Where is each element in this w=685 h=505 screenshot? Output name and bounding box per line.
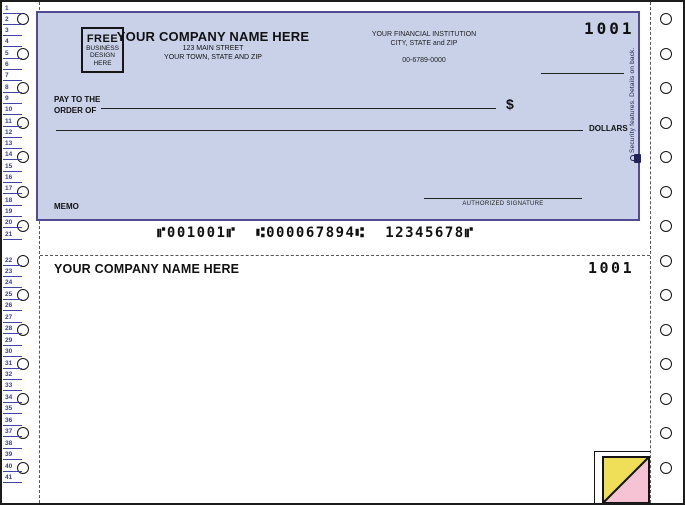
pay-to-the-order-of-label	[54, 94, 100, 116]
authorized-signature-label: AUTHORIZED SIGNATURE	[462, 201, 544, 207]
margin-row-number: 37	[3, 427, 22, 437]
margin-row-number: 6	[3, 60, 22, 70]
tractor-hole	[660, 427, 672, 439]
margin-row-number: 17	[3, 184, 22, 194]
free-design-line: FREE	[86, 32, 119, 45]
free-design-line: DESIGN	[90, 52, 115, 60]
pay-label-line2: ORDER OF	[54, 106, 97, 115]
tractor-hole	[660, 117, 672, 129]
margin-row-number: 11	[3, 117, 22, 127]
margin-row-number: 27	[3, 313, 22, 323]
free-design-line: HERE	[93, 59, 112, 67]
security-features-text: Security features. Details on back.	[629, 47, 636, 153]
free-design-line: BUSINESS	[86, 44, 119, 52]
micr-line: ⑈001001⑈ ⑆000067894⑆ 12345678⑈	[157, 225, 475, 241]
margin-row-number: 32	[3, 370, 22, 380]
margin-row-number: 7	[3, 71, 22, 81]
margin-row-number: 14	[3, 150, 22, 160]
margin-row-number: 31	[3, 359, 22, 369]
payee-line	[101, 108, 496, 109]
margin-row-number: 35	[3, 404, 22, 414]
margin-row-number: 40	[3, 462, 22, 472]
margin-row-number: 30	[3, 347, 22, 357]
check-body	[36, 11, 640, 221]
amount-words-line	[56, 130, 583, 131]
margin-row-number: 12	[3, 128, 22, 138]
company-address-line2: YOUR TOWN, STATE AND ZIP	[164, 54, 262, 61]
margin-row-number: 1	[3, 4, 22, 14]
margin-row-number: 29	[3, 336, 22, 346]
memo-label: MEMO	[54, 202, 79, 211]
margin-row-number: 39	[3, 450, 22, 460]
carbon-copies-corner-art	[602, 456, 650, 504]
margin-row-number: 4	[3, 37, 22, 47]
company-name: YOUR COMPANY NAME HERE	[116, 29, 310, 44]
margin-row-number: 41	[3, 473, 22, 483]
margin-row-number: 34	[3, 393, 22, 403]
tractor-hole	[660, 151, 672, 163]
margin-row-number: 24	[3, 278, 22, 288]
company-block	[102, 29, 324, 62]
margin-row-number: 36	[3, 416, 22, 426]
margin-row-number: 10	[3, 105, 22, 115]
margin-row-number: 2	[3, 15, 22, 25]
bank-name: YOUR FINANCIAL INSTITUTION	[371, 31, 477, 38]
tractor-hole	[660, 220, 672, 232]
tractor-hole	[660, 255, 672, 267]
margin-row-number: 20	[3, 218, 22, 228]
company-address-line1: 123 MAIN STREET	[182, 45, 244, 52]
margin-row-number: 19	[3, 207, 22, 217]
margin-row-number: 28	[3, 324, 22, 334]
check-number: 1001	[584, 19, 635, 38]
margin-row-number: 8	[3, 83, 22, 93]
margin-row-number: 22	[3, 256, 22, 266]
margin-row-number: 38	[3, 439, 22, 449]
tractor-hole	[660, 358, 672, 370]
margin-row-number: 5	[3, 49, 22, 59]
tractor-hole	[660, 48, 672, 60]
tractor-hole	[660, 324, 672, 336]
corner-notch-outline	[594, 451, 650, 452]
date-line	[541, 73, 624, 74]
margin-row-number: 15	[3, 162, 22, 172]
corner-notch-outline	[594, 451, 595, 505]
pay-label-line1: PAY TO THE	[54, 95, 101, 104]
bank-block	[344, 30, 504, 64]
signature-line	[424, 198, 582, 207]
margin-row-number: 26	[3, 301, 22, 311]
margin-row-number: 16	[3, 173, 22, 183]
dollar-sign: $	[506, 96, 514, 112]
lock-icon	[630, 154, 641, 163]
margin-row-number: 13	[3, 139, 22, 149]
tractor-hole	[660, 289, 672, 301]
lock-body	[634, 154, 641, 163]
bank-fraction-number: 00-6789-0000	[402, 57, 446, 64]
bank-address: CITY, STATE and ZIP	[390, 40, 458, 47]
stub-check-number: 1001	[588, 259, 635, 277]
margin-row-number: 21	[3, 230, 22, 240]
tractor-hole	[660, 82, 672, 94]
stub-company-name: YOUR COMPANY NAME HERE	[54, 262, 240, 276]
margin-row-number: 33	[3, 381, 22, 391]
margin-row-number: 3	[3, 26, 22, 36]
tractor-hole	[660, 393, 672, 405]
right-perforation-line	[650, 2, 651, 503]
horizontal-perforation-line	[40, 255, 650, 256]
margin-row-number: 23	[3, 267, 22, 277]
tractor-hole	[660, 186, 672, 198]
margin-row-number: 9	[3, 94, 22, 104]
margin-row-number: 18	[3, 196, 22, 206]
dollars-label: DOLLARS	[589, 124, 628, 133]
tractor-hole	[660, 462, 672, 474]
margin-row-number: 25	[3, 290, 22, 300]
